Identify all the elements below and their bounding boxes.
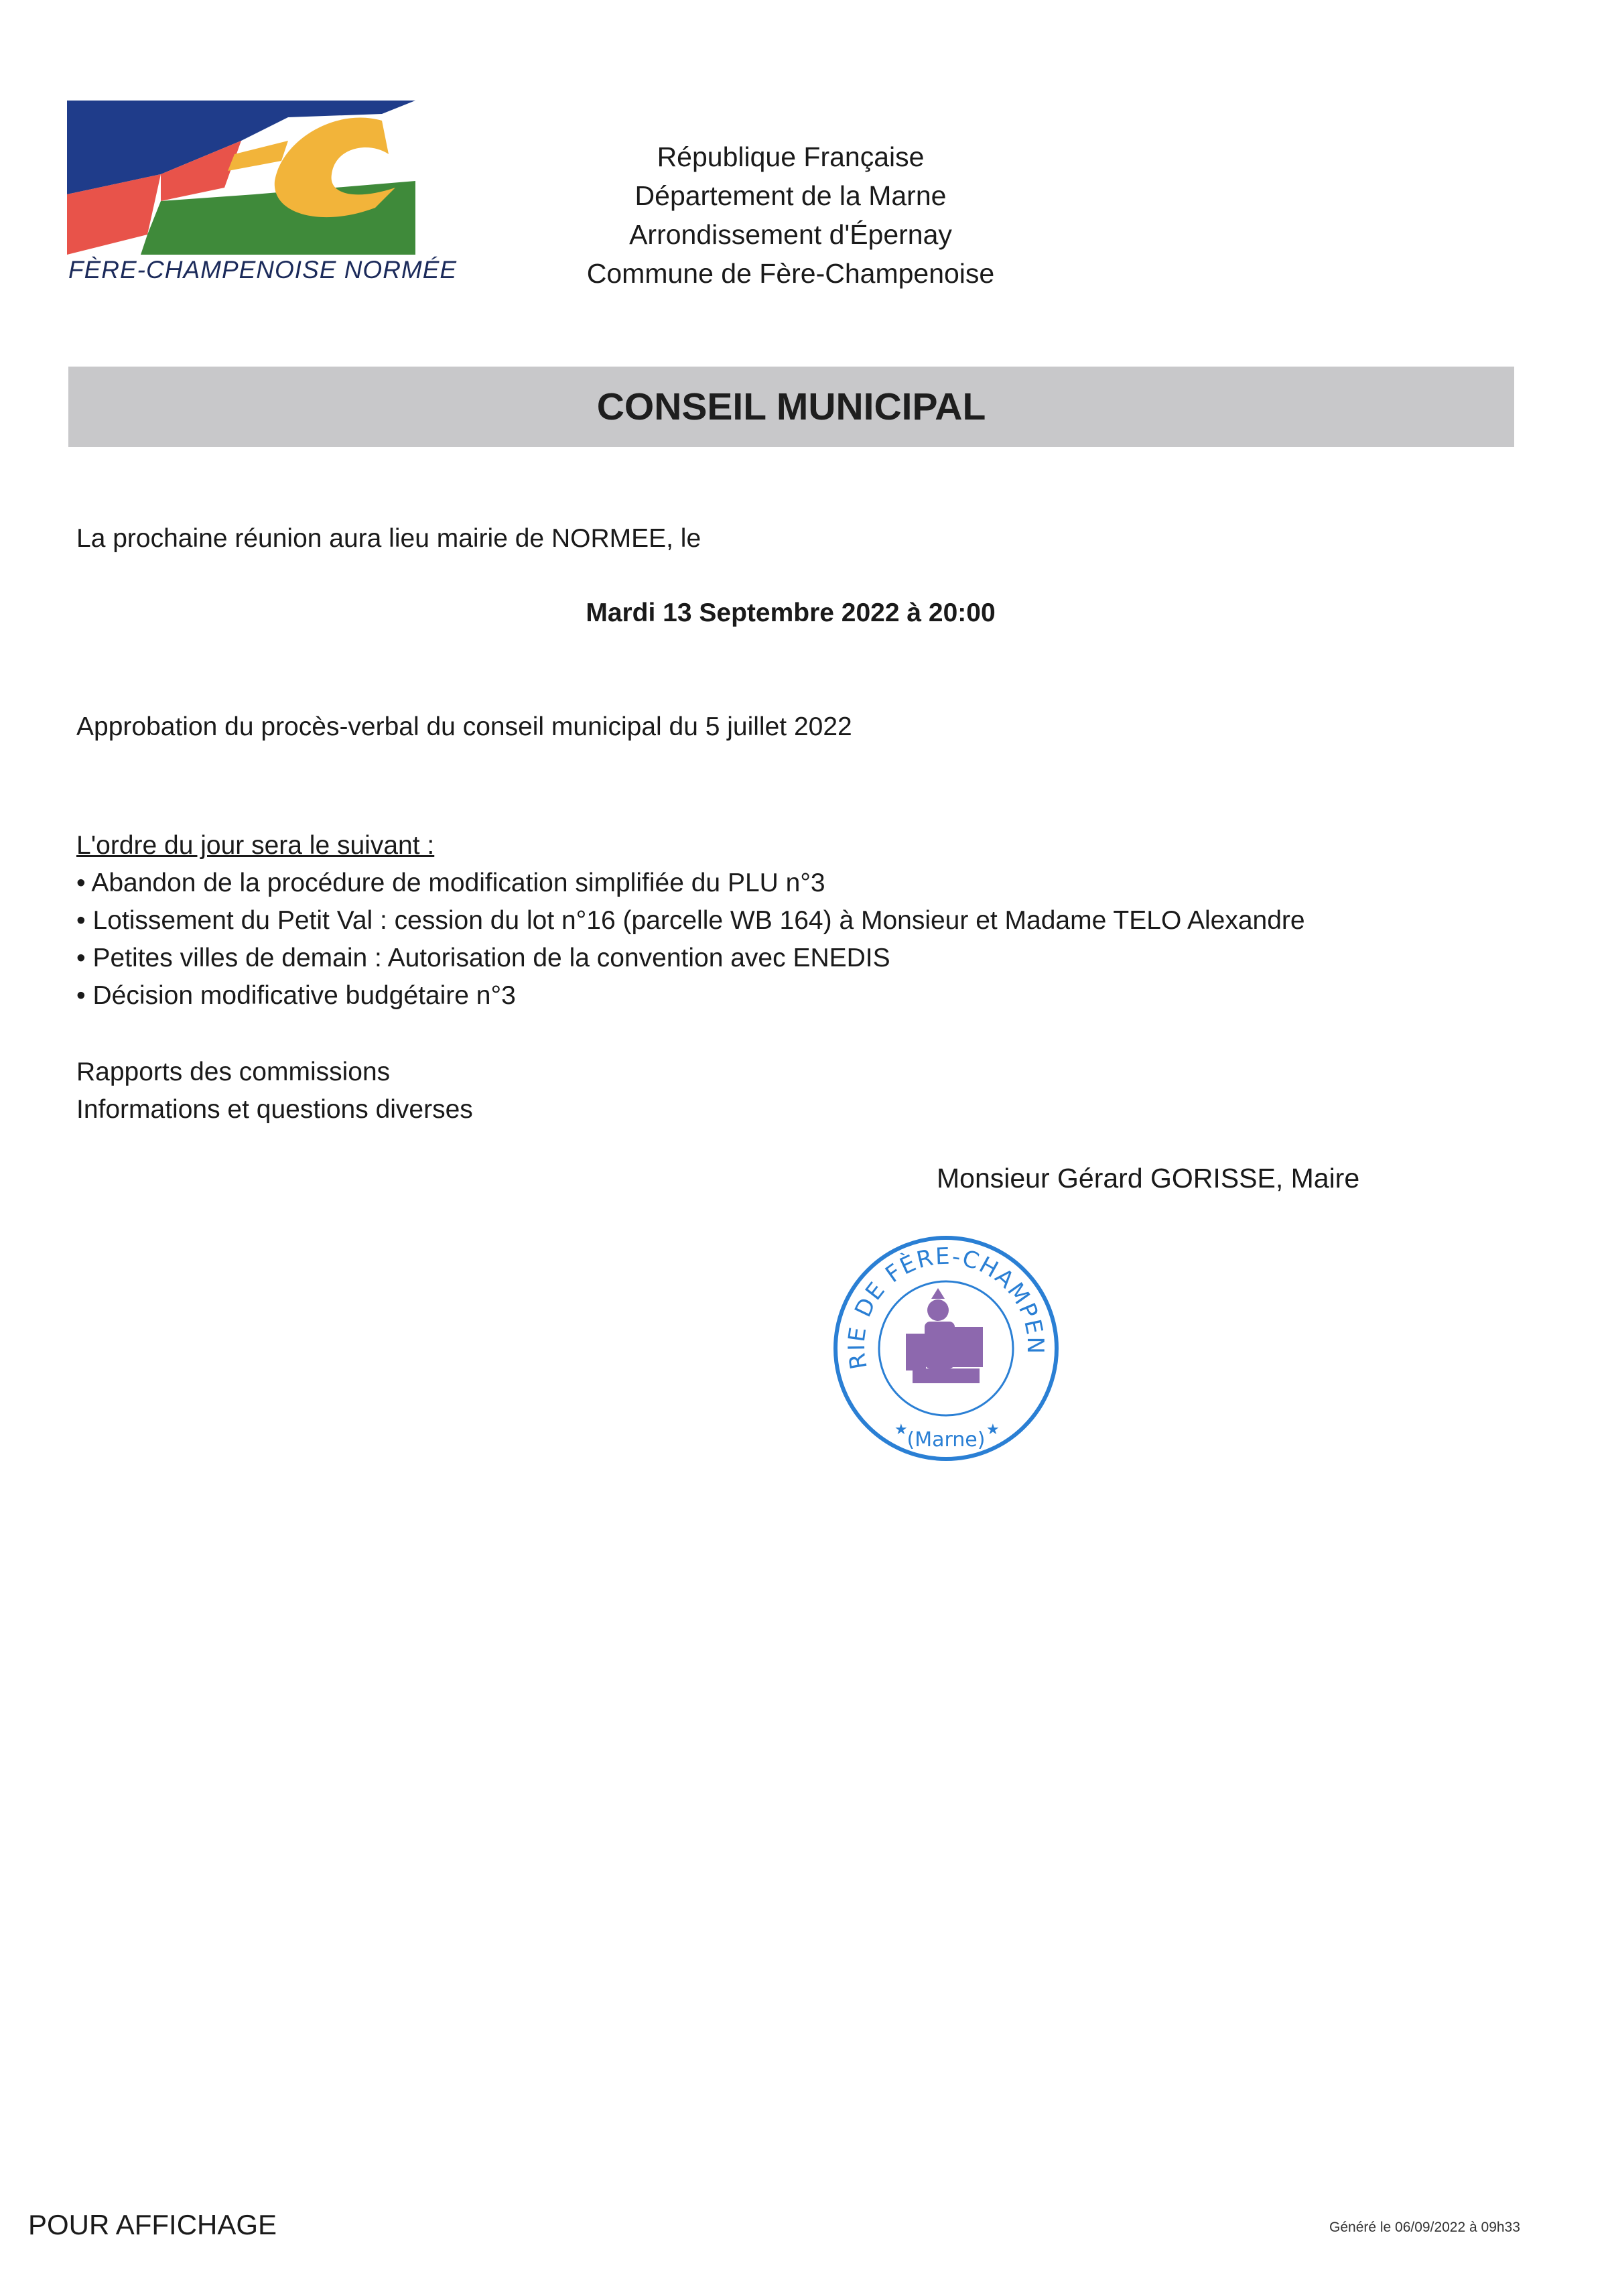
agenda-item: • Petites villes de demain : Autorisation de la convention avec ENEDIS: [76, 940, 1305, 977]
svg-text:★: ★: [894, 1421, 908, 1438]
header-line-republic: République Française: [657, 141, 925, 172]
svg-text:MAIRIE DE FÈRE-CHAMPENOISE: RIE DE FÈRE-CHAMPEN: [843, 1242, 1049, 1372]
agenda-list: [76, 865, 1305, 1015]
header-line-department: Département de la Marne: [634, 180, 947, 211]
official-stamp: [831, 1233, 1062, 1464]
logo: [67, 101, 458, 302]
svg-text:(Marne): (Marne): [907, 1428, 986, 1452]
generated-timestamp: Généré le 06/09/2022 à 09h33: [1329, 2220, 1520, 2235]
agenda-item: • Lotissement du Petit Val : cession du lot n°16 (parcelle WB 164) à Monsieur et Madame TELO Alexandre: [76, 902, 1305, 940]
signatory: Monsieur Gérard GORISSE, Maire: [937, 1163, 1360, 1194]
header-line-arrondissement: Arrondissement d'Épernay: [629, 219, 952, 250]
meeting-intro: La prochaine réunion aura lieu mairie de NORMEE, le: [76, 524, 701, 553]
stamp-seal: [831, 1233, 1062, 1464]
logo-graphic: [67, 101, 415, 255]
posting-notice: POUR AFFICHAGE: [28, 2209, 277, 2240]
questions-line: Informations et questions diverses: [76, 1095, 473, 1124]
agenda-item: • Décision modificative budgétaire n°3: [76, 977, 1305, 1015]
document-title: CONSEIL MUNICIPAL: [596, 385, 986, 428]
administrative-header: [536, 137, 1045, 293]
logo-text: FÈRE-CHAMPENOISE NORMÉE: [68, 256, 458, 283]
approval-line: Approbation du procès-verbal du conseil municipal du 5 juillet 2022: [76, 712, 852, 741]
svg-text:★: ★: [986, 1421, 1000, 1438]
agenda-item: • Abandon de la procédure de modification simplifiée du PLU n°3: [76, 865, 1305, 902]
meeting-date: Mardi 13 Septembre 2022 à 20:00: [586, 598, 996, 627]
header-line-commune: Commune de Fère-Champenoise: [586, 258, 995, 289]
title-banner: [68, 367, 1514, 447]
reports-block: [76, 1054, 473, 1129]
reports-line: Rapports des commissions: [76, 1058, 391, 1086]
agenda-title: L'ordre du jour sera le suivant :: [76, 831, 435, 860]
